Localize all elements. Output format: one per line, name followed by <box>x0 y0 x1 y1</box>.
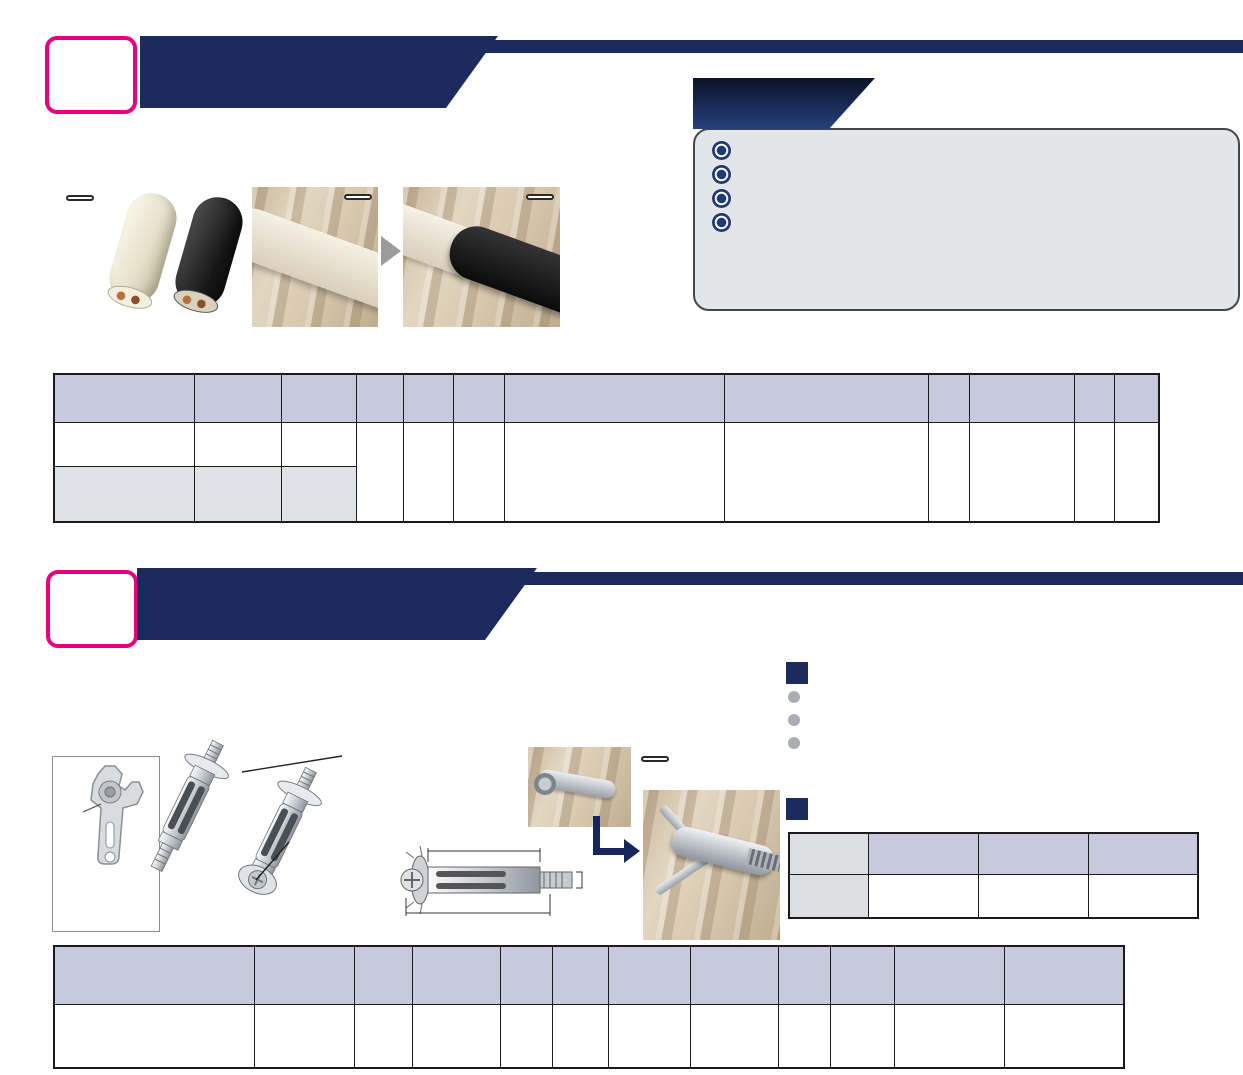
col-header <box>354 946 412 1004</box>
material-header <box>1088 833 1198 874</box>
compatible-sizes <box>724 422 928 522</box>
mass-value <box>928 422 969 522</box>
row-label <box>789 874 868 918</box>
pipe-wrap-black-image <box>170 191 249 312</box>
gray-dot-icon <box>788 714 800 726</box>
strength-section-header <box>786 796 818 825</box>
usage-example-pill-1 <box>66 195 94 201</box>
packing-value <box>894 1004 1004 1068</box>
features-list <box>712 139 1227 235</box>
spec-item <box>788 687 852 710</box>
part-number <box>194 422 281 466</box>
col-header <box>281 374 356 422</box>
nominal-dia <box>356 422 403 522</box>
after-label-pill <box>526 194 554 200</box>
overall-length-value <box>552 1004 608 1068</box>
feature-item <box>712 163 1227 187</box>
col-header <box>724 374 928 422</box>
annotation-pointer-lines <box>130 740 430 910</box>
washer-head-image <box>534 773 556 795</box>
col-header <box>778 946 830 1004</box>
feature-item <box>712 211 1227 235</box>
hole-dia-value <box>778 1004 830 1068</box>
length-value <box>403 422 453 522</box>
col-header <box>608 946 690 1004</box>
ship-unit-value <box>1114 422 1159 522</box>
col-header <box>1114 374 1159 422</box>
bullseye-bullet-icon <box>712 141 731 160</box>
product-code <box>54 466 194 522</box>
col-header <box>928 374 969 422</box>
anchor-usage-photo-large <box>643 790 780 940</box>
color-value <box>281 422 356 466</box>
table-header-row <box>789 833 1198 874</box>
usage-example-pill-2 <box>641 756 669 762</box>
col-header <box>412 946 500 1004</box>
strength-value <box>1088 874 1198 918</box>
strength-value <box>978 874 1088 918</box>
col-header <box>552 946 608 1004</box>
navy-square-icon <box>786 798 808 820</box>
product-code <box>54 422 194 466</box>
outer-dia-value <box>500 1004 552 1068</box>
board-thickness-value <box>690 1004 778 1068</box>
usage-arrow-vertical <box>593 816 600 852</box>
inner-dia <box>504 422 724 522</box>
part-number <box>254 1004 354 1068</box>
price-value <box>969 422 1074 522</box>
section2-title-strip <box>524 572 1243 585</box>
table-row <box>54 422 1159 466</box>
feature-item <box>712 187 1227 211</box>
under-head-length-value <box>608 1004 690 1068</box>
color-value <box>281 466 356 522</box>
section2-title-bar <box>137 568 537 640</box>
bullseye-bullet-icon <box>712 189 731 208</box>
material-header <box>868 833 978 874</box>
table-header-row <box>54 374 1159 422</box>
col-header <box>453 374 504 422</box>
before-after-arrow-icon <box>381 236 401 266</box>
table-header-row <box>54 946 1124 1004</box>
col-header <box>500 946 552 1004</box>
usage-arrow-head-icon <box>624 839 640 863</box>
photo-before-install <box>252 187 378 327</box>
col-header <box>403 374 453 422</box>
spec-item <box>788 710 852 733</box>
part-number <box>194 466 281 522</box>
product-code <box>54 1004 254 1068</box>
col-header <box>830 946 894 1004</box>
spec-item <box>788 733 852 756</box>
photo-after-install <box>403 187 560 327</box>
stock-limited-badge <box>45 36 137 114</box>
stock-limited-badge <box>46 570 138 648</box>
navy-square-icon <box>786 662 808 684</box>
bullseye-bullet-icon <box>712 213 731 232</box>
feature-item <box>712 139 1227 163</box>
material-header <box>978 833 1088 874</box>
pipe-wrap-spec-table <box>53 373 1160 523</box>
gray-dot-icon <box>788 737 800 749</box>
table-row <box>54 1004 1124 1068</box>
features-header-bar <box>693 78 875 129</box>
packing-value <box>1074 422 1114 522</box>
spec-section-header <box>786 660 818 689</box>
head-shape-value <box>412 1004 500 1068</box>
section1-title-bar <box>140 36 498 108</box>
before-label-pill <box>344 194 372 200</box>
board-anchor-spec-table <box>53 945 1125 1069</box>
col-header <box>54 946 254 1004</box>
usage-arrow-horizontal <box>593 848 626 855</box>
bullseye-bullet-icon <box>712 165 731 184</box>
strength-value <box>868 874 978 918</box>
col-header <box>194 374 281 422</box>
table-row <box>789 874 1198 918</box>
col-header <box>1004 946 1124 1004</box>
bare-pipe-image <box>252 201 378 317</box>
corner-label <box>789 833 868 874</box>
section1-title-strip <box>478 40 1243 53</box>
pullout-strength-table <box>788 832 1199 919</box>
col-header <box>254 946 354 1004</box>
ship-unit-value <box>1004 1004 1124 1068</box>
col-header <box>54 374 194 422</box>
col-header <box>1074 374 1114 422</box>
price-value <box>830 1004 894 1068</box>
col-header <box>690 946 778 1004</box>
gray-dot-icon <box>788 691 800 703</box>
col-header <box>969 374 1074 422</box>
wrapped-pipe-image <box>442 219 560 321</box>
col-header <box>356 374 403 422</box>
col-header <box>504 374 724 422</box>
pipe-wrap-ivory-image <box>104 187 183 308</box>
col-header <box>894 946 1004 1004</box>
screw-dia-value <box>354 1004 412 1068</box>
anchor-usage-photo-small <box>528 747 631 827</box>
spec-list <box>788 687 852 756</box>
cloth-width <box>453 422 504 522</box>
